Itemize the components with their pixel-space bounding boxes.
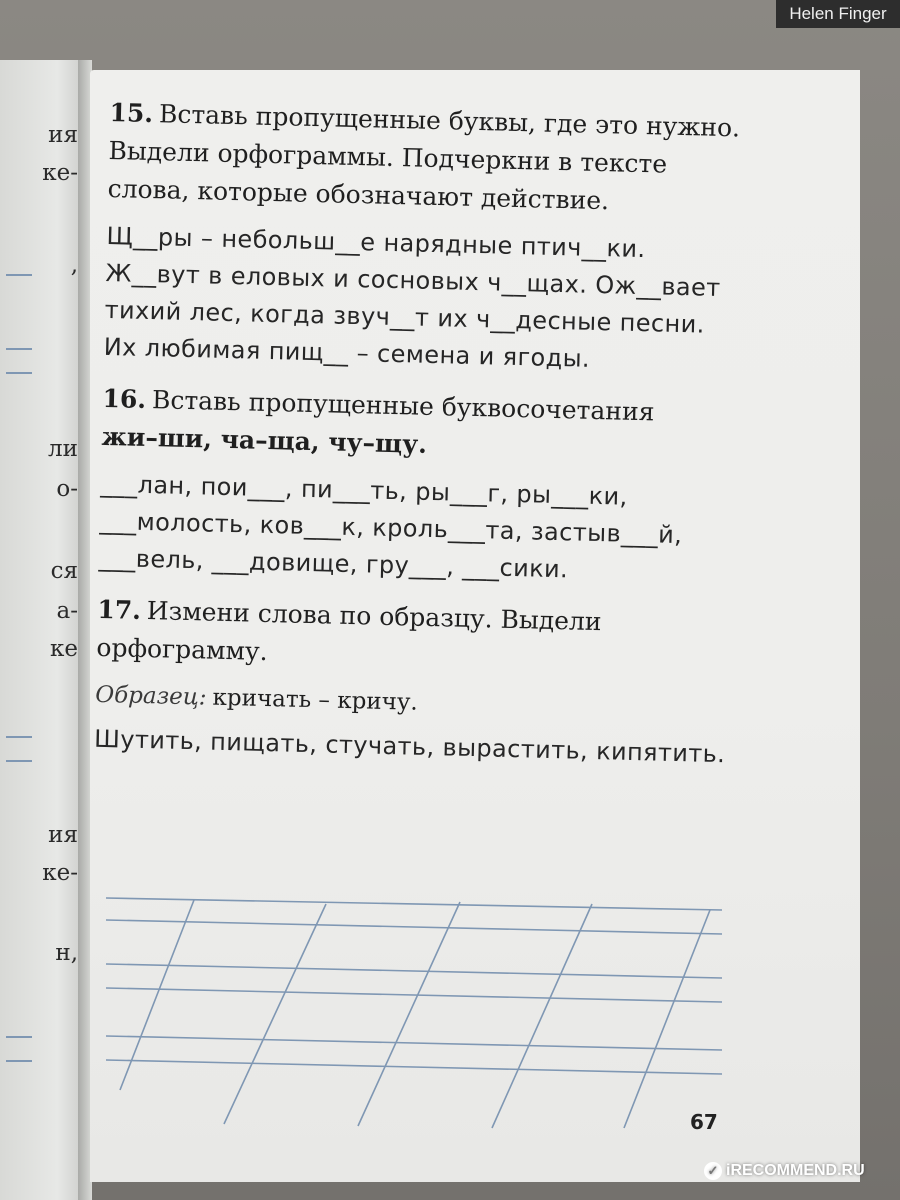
task-16-heading bbox=[101, 380, 743, 472]
slant-line bbox=[624, 910, 710, 1128]
ruled-lines-grid bbox=[104, 890, 724, 1130]
task-15-heading bbox=[107, 94, 750, 224]
ruling-line bbox=[106, 964, 722, 978]
left-page-fragment: ке- bbox=[42, 160, 78, 186]
example-text: кричать – кричу. bbox=[212, 684, 419, 716]
task-17-heading bbox=[96, 591, 738, 683]
ruling-line bbox=[106, 1036, 722, 1050]
left-page-fragment: ия bbox=[48, 122, 78, 148]
task-17-text: Шутить, пищать, стучать, вырастить, кипятить. bbox=[93, 724, 726, 769]
site-watermark-text: iRECOMMEND.RU bbox=[726, 1162, 865, 1179]
left-page bbox=[0, 60, 82, 1200]
task-16-text: ___лан, пои___, пи___ть, ры___г, ры___ки, ___молость, ков___к, кроль___та, застыв___й, ___вель, ___довище, гру___, ___сики. bbox=[98, 469, 683, 584]
task-15-text: Щ__ры – небольш__е нарядные птич__ки. Ж__вут в еловых и сосновых ч__щах. Ож__вает тихий лес, когда звуч__т их ч__десные песни. Их любимая пищ__ – семена и ягоды. bbox=[103, 221, 721, 373]
left-page-fragment: ли bbox=[48, 436, 78, 462]
site-watermark bbox=[704, 1156, 894, 1186]
left-page-fragment: о- bbox=[56, 476, 78, 502]
ruling-line bbox=[106, 920, 722, 934]
left-page-fragment: ке- bbox=[42, 860, 78, 886]
left-page-rule bbox=[6, 348, 32, 350]
task-number: 15. bbox=[109, 97, 154, 129]
task-17-example bbox=[95, 677, 736, 729]
left-page-rule bbox=[6, 760, 32, 762]
left-page-rule bbox=[6, 1060, 32, 1062]
left-page-rule bbox=[6, 274, 32, 276]
ruling-line bbox=[106, 988, 722, 1002]
task-instruction: Вставь пропущенные буквы, где это нужно. Выдели орфограммы. Подчеркни в тексте слова, которые обозначают действие. bbox=[107, 99, 741, 216]
ruled-writing-area[interactable] bbox=[104, 890, 724, 1130]
task-instruction: Измени слова по образцу. Выдели орфограмму. bbox=[96, 596, 602, 667]
example-label: Образец: bbox=[94, 681, 207, 711]
page-number: 67 bbox=[690, 1110, 718, 1134]
ruling-line bbox=[106, 898, 722, 910]
page-content bbox=[93, 94, 749, 787]
ruling-line bbox=[106, 1060, 722, 1074]
task-instruction: Вставь пропущенные буквосочетания bbox=[151, 385, 655, 427]
left-page-fragment: ия bbox=[48, 822, 78, 848]
left-page-rule bbox=[6, 1036, 32, 1038]
left-page-fragment: , bbox=[70, 252, 78, 278]
slant-line bbox=[492, 904, 592, 1128]
left-page-fragment: н, bbox=[55, 940, 78, 966]
slant-line bbox=[358, 902, 460, 1126]
left-page-fragment: а- bbox=[56, 598, 78, 624]
author-watermark: Helen Finger bbox=[776, 0, 900, 28]
left-page-fragment: ся bbox=[50, 558, 78, 584]
slant-line bbox=[224, 904, 326, 1124]
task-number: 16. bbox=[102, 383, 147, 414]
left-page-rule bbox=[6, 372, 32, 374]
left-page-fragment: ке bbox=[50, 636, 78, 662]
site-logo-icon: ✓ bbox=[704, 1162, 722, 1180]
task-16-orthograms: жи–ши, ча–ща, чу–щу. bbox=[101, 421, 428, 459]
left-page-rule bbox=[6, 736, 32, 738]
task-number: 17. bbox=[97, 594, 142, 625]
